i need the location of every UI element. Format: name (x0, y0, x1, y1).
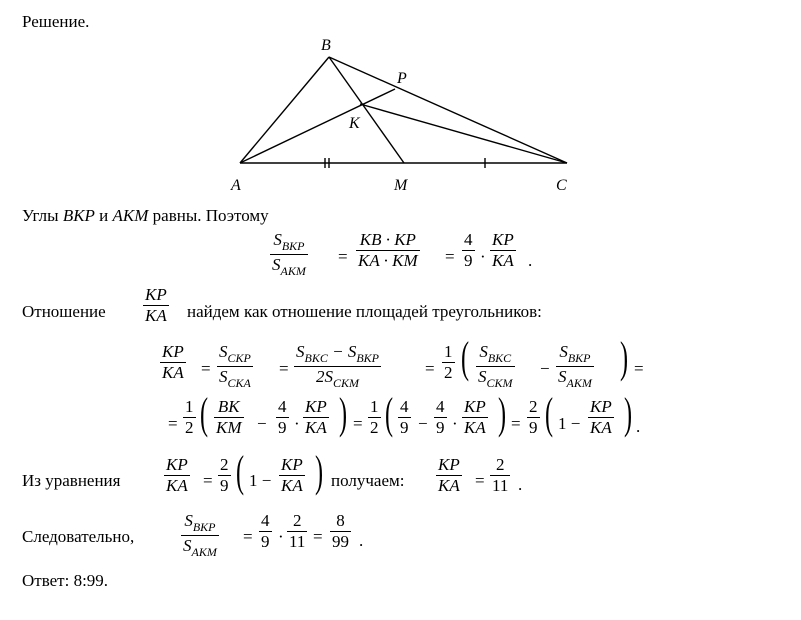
label-b: B (321, 37, 331, 54)
label-m: M (394, 177, 408, 194)
segment-ap (240, 89, 395, 163)
answer-line: Ответ: 8:99. (22, 571, 109, 590)
fraction-s-bkp-over-s-akm: $S_{BKP}$ $S_{AKM}$ (272, 230, 306, 278)
side-ab (240, 57, 329, 163)
label-a: A (231, 177, 241, 194)
side-bc (329, 57, 567, 163)
median-bm (329, 57, 404, 163)
fraction-kb-kp: $\frac{KB \cdot KP}{KA \cdot KM}$ (358, 230, 418, 270)
segment-kc (360, 104, 567, 163)
fraction-kp-ka: $\frac{KP}{KA}$ (492, 230, 514, 270)
label-c: C (556, 177, 567, 194)
solution-heading: Решение. (22, 12, 90, 31)
label-p: P (397, 70, 407, 87)
label-k: K (349, 115, 360, 132)
angles-statement: Углы BKP и AKM равны. Поэтому (22, 206, 269, 225)
fraction-4-9: $\frac{4}{9}$ (464, 230, 473, 270)
